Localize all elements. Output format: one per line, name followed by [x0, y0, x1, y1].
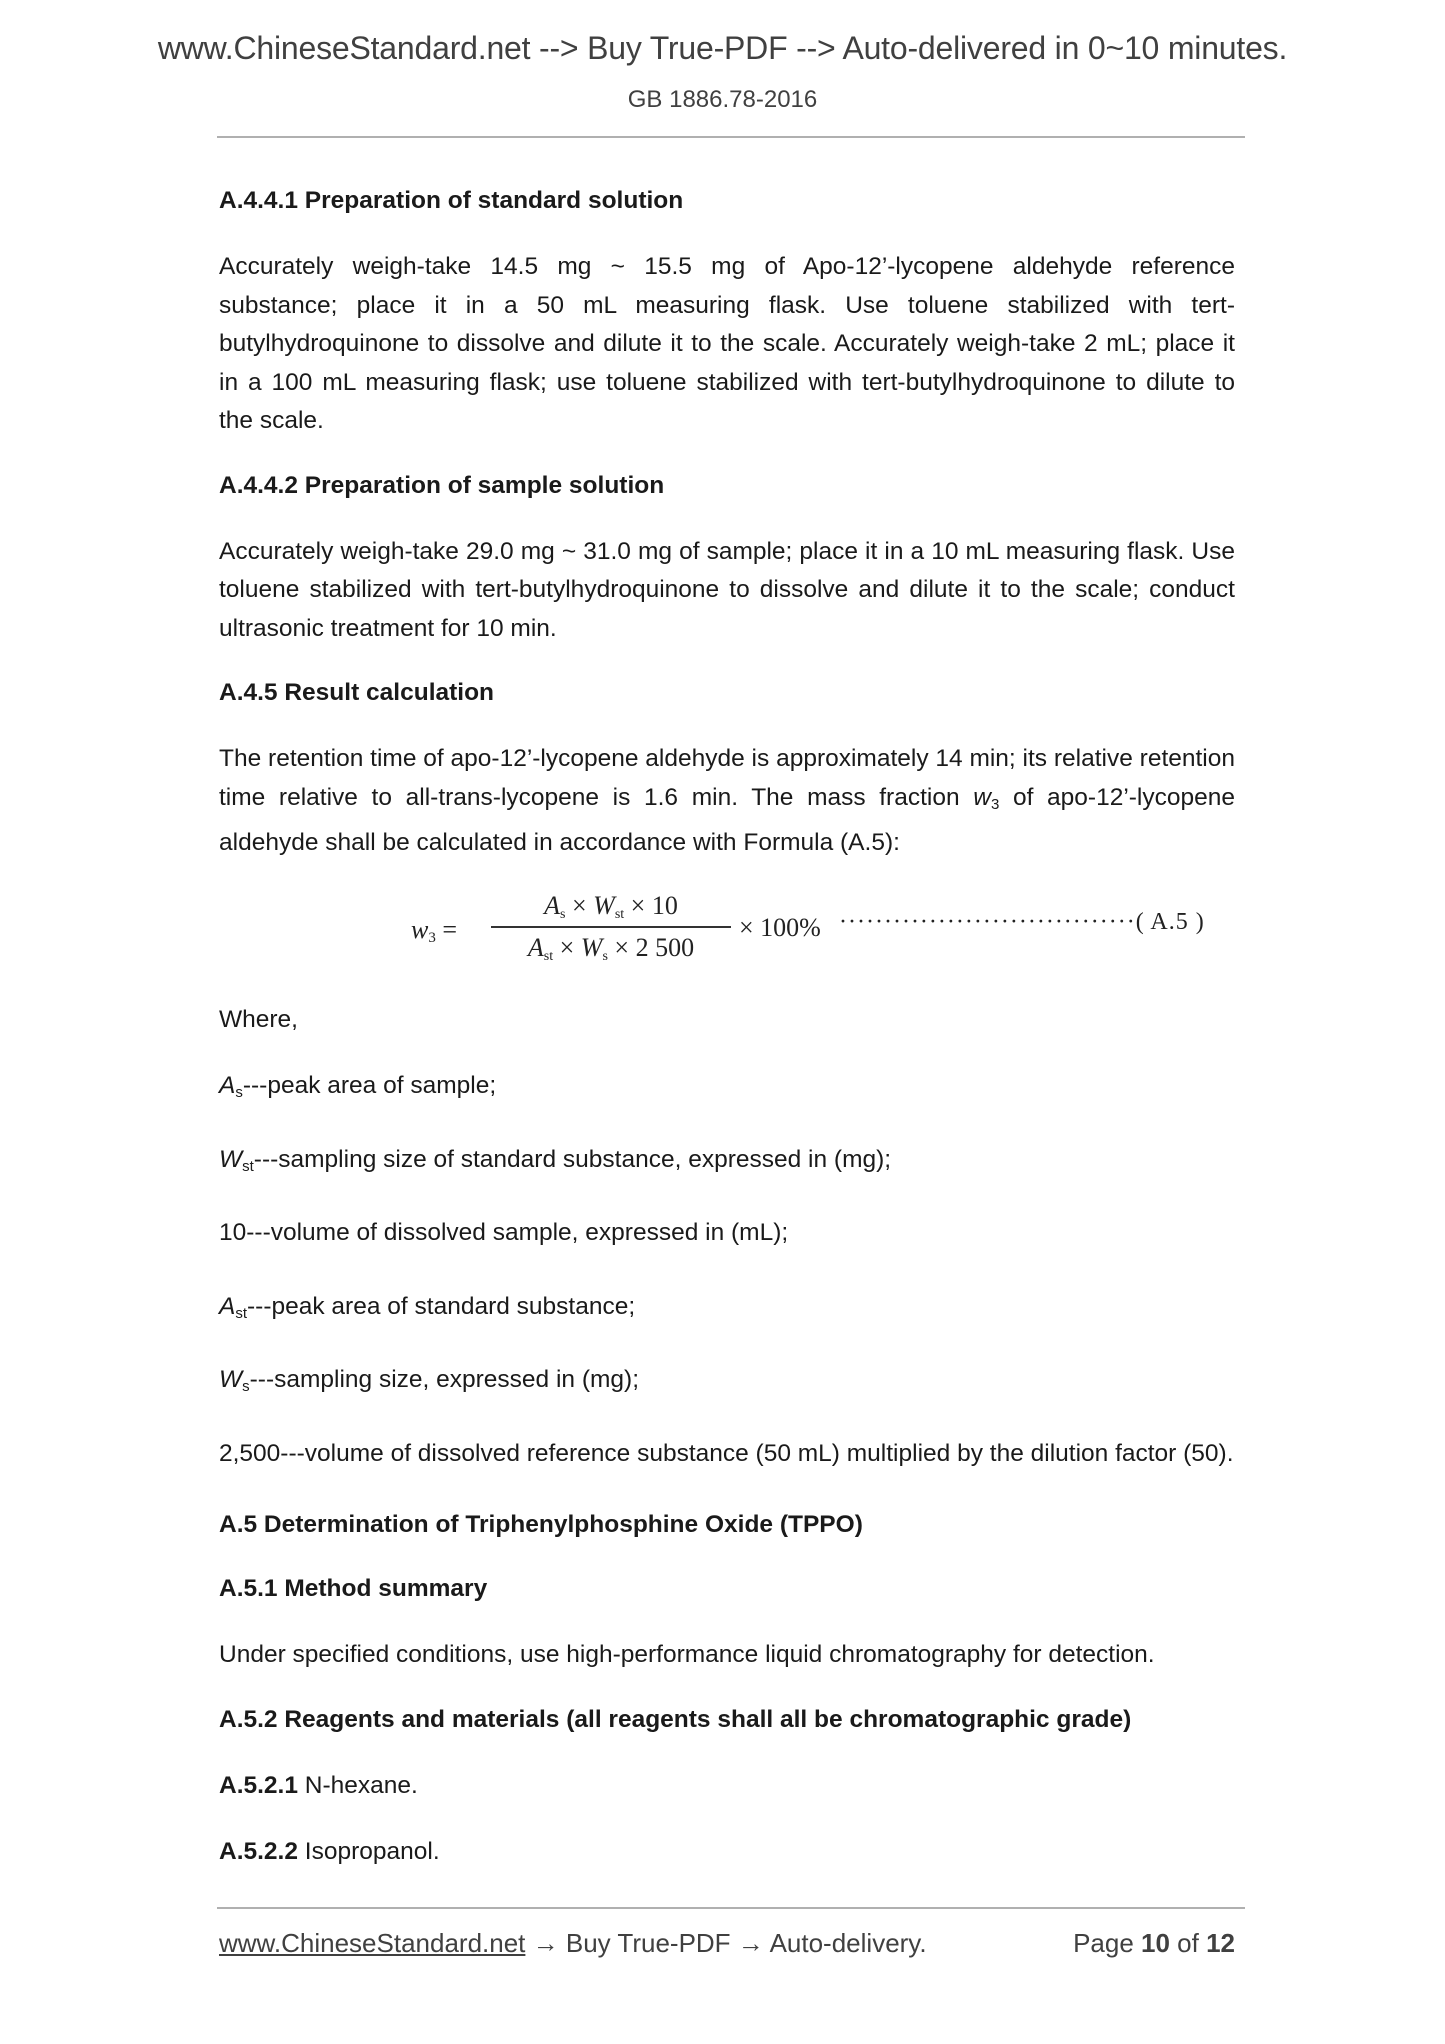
item-text: Isopropanol. — [298, 1838, 440, 1865]
formula-fraction — [491, 887, 731, 967]
footer-site-link[interactable]: www.ChineseStandard.net — [219, 1928, 526, 1958]
sym: W — [219, 1366, 243, 1393]
heading-a45: A.4.5 Result calculation — [219, 679, 495, 706]
heading-a442: A.4.4.2 Preparation of sample solution — [219, 471, 665, 499]
header-divider — [217, 136, 1245, 138]
formula-number: ·································( A.5 ) — [839, 908, 1205, 935]
standard-id: GB 1886.78-2016 — [627, 86, 818, 113]
formula-denominator — [491, 929, 731, 967]
sub: st — [235, 1304, 248, 1322]
op: × — [565, 890, 594, 920]
heading-a52: A.5.2 Reagents and materials (all reagents shall all be chromatographic grade) — [219, 1705, 1132, 1733]
sym: W — [219, 1145, 243, 1173]
paragraph-a51: Under specified conditions, use high-performance liquid chromatography for detection. — [219, 1641, 1155, 1668]
definition-item — [219, 1361, 1235, 1407]
formula-a5 — [219, 887, 1235, 977]
heading-a5: A.5 Determination of Triphenylphosphine Oxide (TPPO) — [219, 1511, 863, 1538]
page-footer — [219, 1928, 1235, 1962]
text: ---sampling size of standard substance, expressed in (mg); — [253, 1145, 892, 1173]
sub: st — [614, 906, 625, 922]
sub: s — [242, 1378, 250, 1395]
sym: W — [580, 932, 603, 962]
op: × 2 500 — [607, 932, 695, 962]
text: The retention time of apo-12’-lycopene aldehyde is approximately 14 min; its relative retention time relative to all-trans-lycopene is 1.6 min. The mass fraction — [219, 745, 1235, 811]
text: ---peak area of standard substance; — [247, 1292, 636, 1320]
definition-item — [219, 1435, 1235, 1481]
var-w: w — [973, 783, 991, 811]
page-number: 10 — [1141, 1928, 1170, 1958]
formula-numerator — [491, 887, 731, 925]
item-number: A.5.2.2 — [219, 1838, 298, 1865]
page-indicator — [1073, 1928, 1235, 1959]
formula-equals: = — [435, 914, 458, 944]
op: × 10 — [624, 890, 678, 920]
heading-a51: A.5.1 Method summary — [219, 1575, 488, 1602]
heading-a441: A.4.4.1 Preparation of standard solution — [219, 187, 684, 214]
text: ---sampling size, expressed in (mg); — [249, 1366, 640, 1393]
definition-item — [219, 1067, 1235, 1113]
text: 10---volume of dissolved sample, expressed in (mL); — [219, 1219, 789, 1246]
footer-tagline: → Buy True-PDF → Auto-delivery. — [525, 1928, 927, 1958]
definition-item — [219, 1141, 1235, 1187]
formula-lhs — [411, 915, 457, 947]
paragraph-a442: Accurately weigh-take 29.0 mg ~ 31.0 mg of sample; place it in a 10 mL measuring flask. Use toluene stabilized with tert-butylhydroquinone to dissolve and dilute it to the scale; conduct ultrasonic treatment for 10 min. — [219, 537, 1235, 642]
fraction-bar — [491, 926, 731, 928]
sub: s — [560, 906, 566, 922]
paragraph-a441: Accurately weigh-take 14.5 mg ~ 15.5 mg of Apo-12’-lycopene aldehyde reference substance; place it in a 50 mL measuring flask. Use toluene stabilized with tert-butylhydroquinone to dissolve and dilute it to the scale. Accurately weigh-take 2 mL; place it in a 100 mL measuring flask; use toluene stabilized with tert-butylhydroquinone to dilute to the scale. — [219, 253, 1235, 434]
text: ---peak area of sample; — [242, 1072, 497, 1099]
definition-item — [219, 1288, 1235, 1334]
item-text: N-hexane. — [298, 1771, 418, 1799]
item-number: A.5.2.1 — [219, 1771, 298, 1799]
sub: s — [602, 948, 608, 964]
page-total: 12 — [1206, 1928, 1235, 1958]
header-banner: www.ChineseStandard.net --> Buy True-PDF --> Auto-delivered in 0~10 minutes. — [157, 30, 1288, 66]
var-sub: 3 — [990, 795, 1000, 813]
sym: W — [593, 890, 615, 920]
reagent-item — [219, 1833, 1235, 1872]
sym: A — [219, 1072, 236, 1099]
where-label: Where, — [219, 1005, 298, 1033]
definition-item — [219, 1214, 1235, 1260]
text: of apo-12’-lycopene aldehyde shall be calculated in accordance with Formula (A.5): — [219, 783, 1235, 856]
sym: A — [527, 932, 544, 962]
sub: st — [242, 1157, 254, 1175]
formula-percent: × 100% — [739, 912, 821, 942]
formula-lhs-var: w — [411, 914, 429, 944]
of-label: of — [1169, 1928, 1207, 1958]
sub: s — [235, 1084, 243, 1101]
footer-divider — [217, 1907, 1245, 1909]
sym: A — [219, 1292, 236, 1320]
formula-lhs-sub: 3 — [428, 929, 436, 946]
sub: st — [543, 948, 554, 964]
footer-left — [219, 1928, 927, 1959]
text: 2,500---volume of dissolved reference substance (50 mL) multiplied by the dilution factor (50). — [219, 1439, 1234, 1467]
op: × — [553, 932, 581, 962]
document-body — [219, 184, 1235, 1872]
sym: A — [544, 890, 561, 920]
reagent-item — [219, 1767, 1235, 1806]
paragraph-a45 — [219, 740, 1235, 863]
page-label: Page — [1073, 1928, 1142, 1958]
